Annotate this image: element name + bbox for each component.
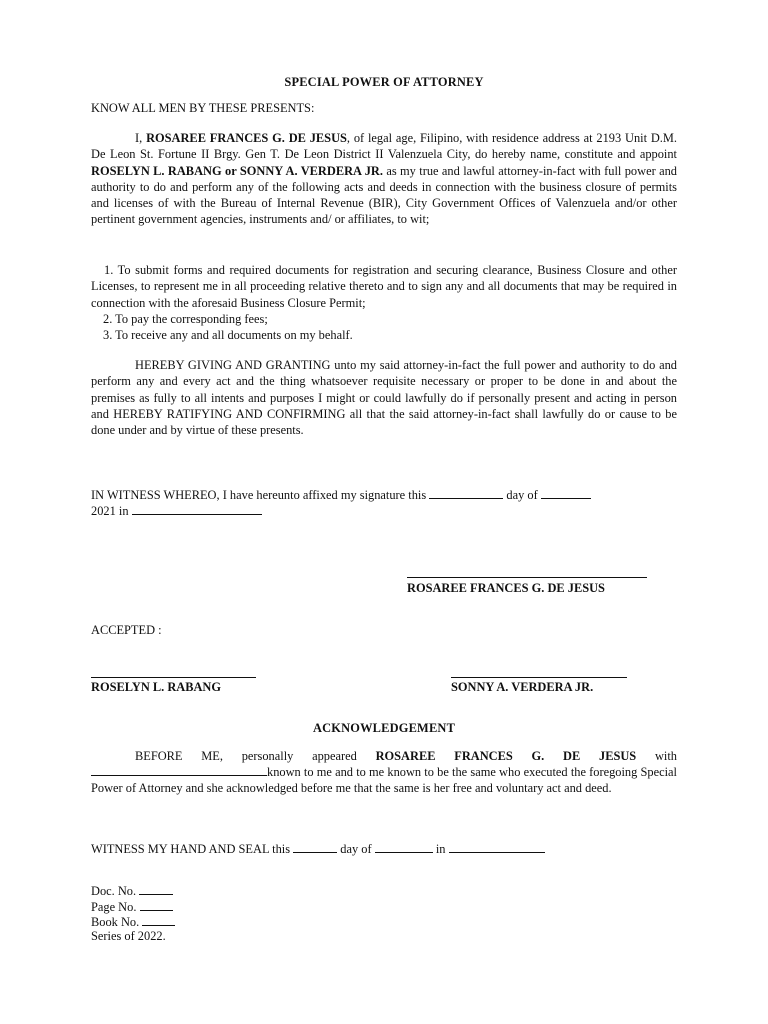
- agent2-signature-line: [451, 677, 627, 678]
- witness-text-c: 2021 in: [91, 504, 129, 519]
- ack-id-blank: [91, 764, 267, 776]
- doc-no-label: Doc. No.: [91, 884, 137, 898]
- accepted-label: ACCEPTED :: [91, 623, 162, 637]
- seal-text-b: day of: [340, 842, 372, 856]
- ack-principal-name: ROSAREE FRANCES G. DE JESUS: [375, 749, 637, 763]
- seal-text-c: in: [435, 842, 446, 856]
- agent2-signatory: SONNY A. VERDERA JR.: [451, 680, 594, 694]
- acknowledgement-first-line: [91, 748, 677, 764]
- agent1-signatory: ROSELYN L. RABANG: [91, 680, 222, 694]
- list-item: 1. To submit forms and required documents for registration and securing clearance, Business Closure and other Licenses, to represent me in all proceeding relative thereto and to sign any and all documents that may be required in connection with the aforesaid Business Closure Permit;: [91, 263, 677, 310]
- page-no-label: Page No.: [91, 899, 137, 914]
- powers-list: [91, 262, 677, 343]
- page-no-blank: [140, 899, 173, 911]
- list-item: 2. To pay the corresponding fees;: [103, 311, 268, 326]
- doc-no-blank: [139, 883, 173, 895]
- appointment-lead: I,: [135, 131, 147, 145]
- seal-day-blank: [293, 841, 337, 853]
- acknowledgement-paragraph: [91, 764, 677, 797]
- notarial-register: [91, 883, 175, 943]
- book-no-label: Book No.: [91, 915, 140, 930]
- acknowledgement-title: ACKNOWLEDGEMENT: [312, 721, 456, 735]
- granting-text: HEREBY GIVING AND GRANTING unto my said attorney-in-fact the full power and authority to do and perform any and every act and the thing whatsoever requisite necessary or proper to be done in and about the premises as fully to all intents and purposes I might or could lawfully do if personally present and acting in person and HEREBY RATIFYING AND CONFIRMING all that the said attorney-in-fact shall lawfully do or cause to be done under and by virtue of these presents.: [91, 358, 677, 438]
- witness-statement: [91, 487, 681, 520]
- series-label: Series of 2022.: [91, 928, 166, 943]
- agent-names: ROSELYN L. RABANG or SONNY A. VERDERA JR.: [91, 163, 383, 178]
- seal-month-blank: [375, 841, 433, 853]
- principal-signatory: ROSAREE FRANCES G. DE JESUS: [407, 581, 605, 595]
- seal-statement: [91, 841, 681, 857]
- principal-name: ROSAREE FRANCES G. DE JESUS: [146, 131, 347, 145]
- witness-text-a: IN WITNESS WHEREO, I have hereunto affixed my signature this: [91, 488, 427, 502]
- list-item: 3. To receive any and all documents on my behalf.: [103, 328, 353, 343]
- granting-paragraph: [91, 357, 677, 438]
- witness-month-blank: [541, 487, 591, 499]
- know-all-heading: KNOW ALL MEN BY THESE PRESENTS:: [91, 101, 315, 115]
- seal-place-blank: [449, 841, 545, 853]
- book-no-blank: [142, 914, 175, 926]
- witness-place-blank: [132, 503, 262, 515]
- witness-text-b: day of: [506, 488, 538, 502]
- ack-text-b: with: [636, 749, 677, 763]
- appointment-paragraph: [91, 130, 677, 228]
- ack-text-c: known to me and to me known to be the same who executed the foregoing Special Power of Attorney and she acknowledged before me that the same is her free and voluntary act and deed.: [91, 765, 677, 796]
- principal-signature-line: [407, 577, 647, 578]
- witness-day-blank: [429, 487, 503, 499]
- document-title: SPECIAL POWER OF ATTORNEY: [284, 75, 484, 89]
- seal-text-a: WITNESS MY HAND AND SEAL this: [91, 842, 291, 856]
- appointment-text-a: , of legal age, Filipino, with residence address at 2193 Unit D.M. De Leon St. Fortune II Brgy. Gen T. De Leon District II Valenzuela City, do hereby name, constitute and appoint: [91, 131, 678, 162]
- ack-text-a: BEFORE ME, personally appeared: [135, 749, 376, 763]
- agent1-signature-line: [91, 677, 256, 678]
- appointment-text-b: as my true and lawful attorney-in-fact with full power and authority to do and perform any of the following acts and deeds in connection with the business closure of permits and licenses of with the Bureau of Internal Revenue (BIR), City Government Offices of Valenzuela and/or other pertinent government agencies, instruments and/ or affiliates, to wit;: [91, 163, 677, 227]
